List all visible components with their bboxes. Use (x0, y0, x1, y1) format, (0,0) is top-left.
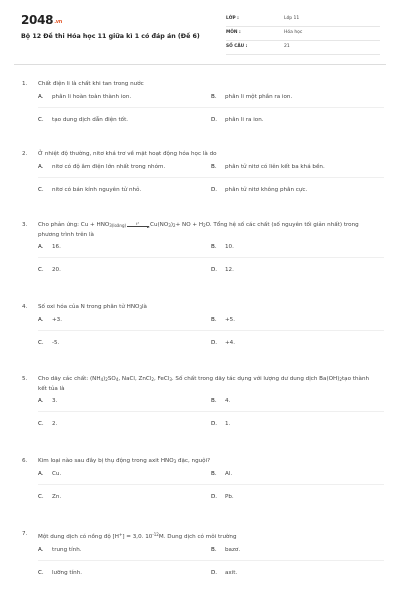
option-d[interactable]: D. +4. (211, 339, 236, 346)
question-1 (22, 80, 384, 133)
options (22, 471, 384, 510)
question-stem: 2. Ở nhiệt độ thường, nitơ khá trơ về mặt hoạt động hóa học là do (22, 151, 217, 157)
question-stem: 6. Kim loại nào sau đây bị thụ động trong axit $HNO_3$ đặc, nguội? (22, 458, 211, 464)
option-a[interactable]: A. +3. (38, 316, 63, 323)
option-c[interactable]: C. 20. (38, 267, 61, 274)
reaction-arrow-icon: t° (127, 222, 149, 227)
document-title: Bộ 12 Đề thi Hóa học 11 giữa kì 1 có đáp án (Đề 6) (21, 33, 200, 40)
options (22, 164, 384, 203)
option-c[interactable]: C. -5. (38, 339, 60, 346)
meta-row-question-count: SỐ CÂU : 21 (226, 41, 380, 55)
option-c[interactable]: C. nitơ có bán kính nguyên tử nhỏ. (38, 186, 142, 193)
question-5 (22, 375, 384, 437)
option-b[interactable]: B. bazơ. (211, 546, 241, 553)
option-d[interactable]: D. 12. (211, 267, 234, 274)
question-stem: 7. Một dung dịch có nồng độ [H+] = 3,0. $10^{-12}M$. Dung dịch có môi trường (22, 531, 237, 540)
option-d[interactable]: D. 1. (211, 421, 231, 428)
question-stem: 5. Cho dãy các chất: $(NH_4)_2SO_4$, NaCl, ZnCl$_2$, FeCl$_3$. Số chất trong dãy tác dụng với lượng dư dung dịch $Ba(OH)_2tạo$ thành kết tủa là (22, 376, 370, 392)
option-a[interactable]: A. phân li hoàn toàn thành ion. (38, 93, 132, 100)
option-b[interactable]: B. phân li một phần ra ion. (211, 93, 293, 100)
option-a[interactable]: A. trung tính. (38, 546, 82, 553)
header-divider (14, 64, 386, 65)
options (22, 547, 384, 586)
option-d[interactable]: D. phân tử nitơ không phân cực. (211, 186, 308, 193)
options (22, 317, 384, 356)
option-c[interactable]: C. 2. (38, 421, 58, 428)
document-header (0, 0, 400, 62)
options (22, 94, 384, 133)
question-stem: 1. Chất điện li là chất khi tan trong nước (22, 81, 144, 87)
option-a[interactable]: A. Cu. (38, 470, 62, 477)
question-4 (22, 303, 384, 356)
meta-row-subject: MÔN : Hóa học (226, 27, 380, 41)
option-d[interactable]: D. axit. (211, 569, 238, 576)
question-6 (22, 457, 384, 510)
option-b[interactable]: B. 4. (211, 398, 231, 405)
question-stem: 3. Cho phản ứng: $Cu + HNO_{3(loãng)}$ t° $Cu(NO_3)_2+$ NO + $H_2O$. Tổng hệ số các chất (số nguyên tối giản nhất) trong phương trình trên là (22, 222, 359, 238)
question-7 (22, 530, 384, 586)
option-b[interactable]: B. Al. (211, 470, 233, 477)
option-b[interactable]: B. phân tử nitơ có liên kết ba khá bền. (211, 163, 325, 170)
question-stem: 4. Số oxi hóa của N trong phân tử $HNO_3là$ (22, 304, 147, 310)
option-b[interactable]: B. 10. (211, 244, 234, 251)
option-d[interactable]: D. phân li ra ion. (211, 116, 264, 123)
option-c[interactable]: C. lưỡng tính. (38, 569, 83, 576)
option-c[interactable]: C. Zn. (38, 493, 62, 500)
option-c[interactable]: C. tạo dung dịch dẫn điện tốt. (38, 116, 129, 123)
option-b[interactable]: B. +5. (211, 316, 236, 323)
meta-row-class: LỚP : Lớp 11 (226, 13, 380, 27)
option-d[interactable]: D. Pb. (211, 493, 234, 500)
option-a[interactable]: A. 16. (38, 244, 61, 251)
question-2 (22, 150, 384, 203)
option-a[interactable]: A. 3. (38, 398, 58, 405)
options (22, 244, 384, 283)
site-logo[interactable]: 2048.vn (21, 13, 63, 27)
option-a[interactable]: A. nitơ có độ âm điện lớn nhất trong nhóm. (38, 163, 166, 170)
question-3 (22, 221, 384, 283)
options (22, 398, 384, 437)
